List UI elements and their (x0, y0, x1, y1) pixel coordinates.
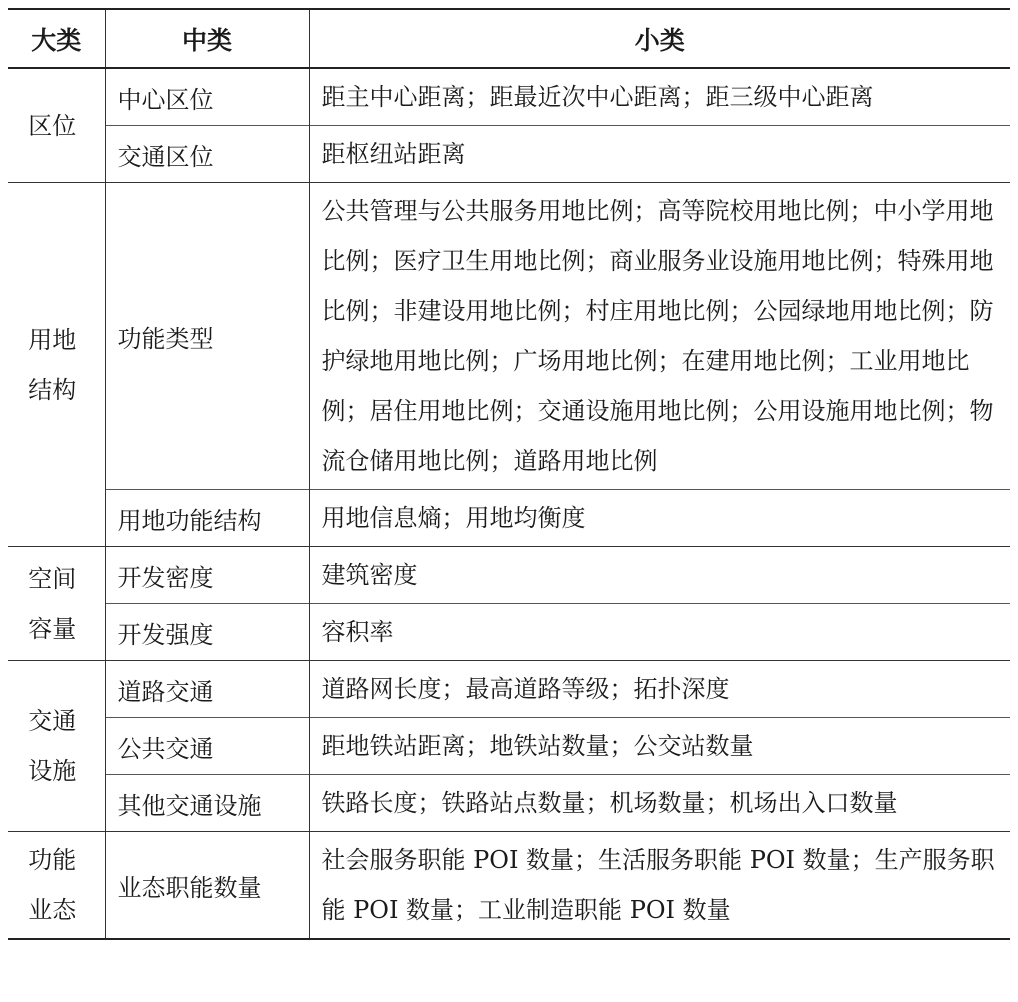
table-row (8, 832, 1010, 940)
mid-cell: 交通区位 (105, 126, 309, 183)
sub-cell: 公共管理与公共服务用地比例；高等院校用地比例；中小学用地比例；医疗卫生用地比例；商业服务业设施用地比例；特殊用地比例；非建设用地比例；村庄用地比例；公园绿地用地比例；防护绿地用地比例；广场用地比例；在建用地比例；工业用地比例；居住用地比例；交通设施用地比例；公用设施用地比例；物流仓储用地比例；道路用地比例 (309, 183, 1010, 490)
table-header (8, 9, 1010, 68)
mid-cell: 开发强度 (105, 604, 309, 661)
table-row (8, 68, 1010, 126)
table-body (8, 68, 1010, 939)
mid-cell: 中心区位 (105, 68, 309, 126)
sub-cell: 社会服务职能 POI 数量；生活服务职能 POI 数量；生产服务职能 POI 数量；工业制造职能 POI 数量 (309, 832, 1010, 940)
header-sub-category: 小类 (309, 9, 1010, 68)
mid-cell: 功能类型 (105, 183, 309, 490)
table-row (8, 126, 1010, 183)
classification-table (8, 8, 1010, 940)
mid-cell: 用地功能结构 (105, 490, 309, 547)
classification-table-container (8, 8, 1010, 940)
major-cell: 交通设施 (8, 661, 105, 832)
major-cell: 空间容量 (8, 547, 105, 661)
table-row (8, 718, 1010, 775)
table-row (8, 183, 1010, 490)
sub-cell: 容积率 (309, 604, 1010, 661)
sub-cell: 建筑密度 (309, 547, 1010, 604)
sub-cell: 铁路长度；铁路站点数量；机场数量；机场出入口数量 (309, 775, 1010, 832)
sub-cell: 道路网长度；最高道路等级；拓扑深度 (309, 661, 1010, 718)
mid-cell: 业态职能数量 (105, 832, 309, 940)
mid-cell: 道路交通 (105, 661, 309, 718)
mid-cell: 开发密度 (105, 547, 309, 604)
major-cell: 功能业态 (8, 832, 105, 940)
mid-cell: 公共交通 (105, 718, 309, 775)
table-row (8, 775, 1010, 832)
sub-cell: 距主中心距离；距最近次中心距离；距三级中心距离 (309, 68, 1010, 126)
table-row (8, 490, 1010, 547)
table-row (8, 604, 1010, 661)
sub-cell: 距地铁站距离；地铁站数量；公交站数量 (309, 718, 1010, 775)
sub-cell: 距枢纽站距离 (309, 126, 1010, 183)
major-cell: 区位 (8, 68, 105, 183)
major-cell: 用地结构 (8, 183, 105, 547)
header-middle-category: 中类 (105, 9, 309, 68)
table-row (8, 547, 1010, 604)
sub-cell: 用地信息熵；用地均衡度 (309, 490, 1010, 547)
header-major-category: 大类 (8, 9, 105, 68)
table-row (8, 661, 1010, 718)
mid-cell: 其他交通设施 (105, 775, 309, 832)
